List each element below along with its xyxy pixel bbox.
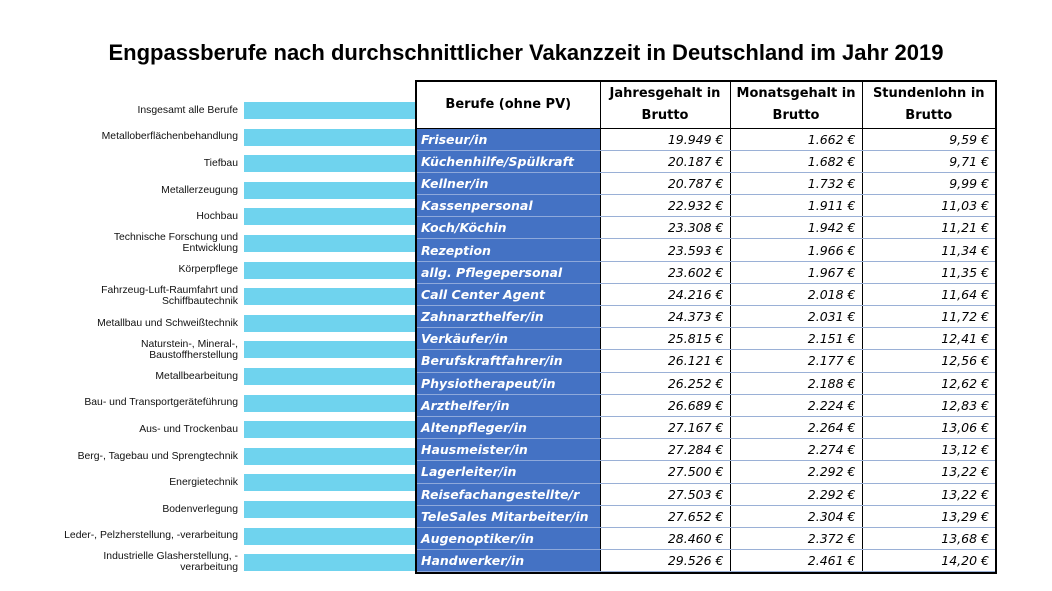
- job-title-cell: allg. Pflegepersonal: [417, 261, 600, 283]
- chart-category-row: [60, 283, 420, 310]
- job-title-cell: Kellner/in: [417, 172, 600, 194]
- monthly-salary-cell: 1.732 €: [730, 172, 862, 194]
- monthly-salary-cell: 2.304 €: [730, 505, 862, 527]
- monthly-salary-cell: 2.031 €: [730, 306, 862, 328]
- chart-category-row: [60, 203, 420, 230]
- job-title-cell: Lagerleiter/in: [417, 461, 600, 483]
- hourly-wage-cell: 11,64 €: [862, 283, 995, 305]
- table-row: [417, 128, 995, 150]
- background-bar-chart: [60, 97, 420, 577]
- hourly-wage-cell: 13,12 €: [862, 439, 995, 461]
- job-title-cell: Hausmeister/in: [417, 439, 600, 461]
- hourly-wage-cell: 12,62 €: [862, 372, 995, 394]
- annual-salary-cell: 23.308 €: [600, 217, 730, 239]
- category-label: Körperpflege: [178, 264, 238, 276]
- hourly-wage-cell: 11,03 €: [862, 195, 995, 217]
- hourly-wage-cell: 13,68 €: [862, 527, 995, 549]
- annual-salary-cell: 24.216 €: [600, 283, 730, 305]
- annual-salary-cell: 27.167 €: [600, 416, 730, 438]
- chart-category-row: [60, 310, 420, 337]
- monthly-salary-cell: 2.018 €: [730, 283, 862, 305]
- monthly-salary-cell: 1.967 €: [730, 261, 862, 283]
- category-label: Hochbau: [196, 211, 238, 223]
- monthly-salary-cell: 1.662 €: [730, 128, 862, 150]
- table-row: [417, 239, 995, 261]
- hourly-wage-cell: 9,59 €: [862, 128, 995, 150]
- monthly-salary-cell: 2.274 €: [730, 439, 862, 461]
- job-title-cell: Zahnarzthelfer/in: [417, 306, 600, 328]
- column-header-beruf: Berufe (ohne PV): [417, 82, 600, 128]
- table-row: [417, 172, 995, 194]
- table-header-row: [417, 82, 995, 128]
- chart-category-row: [60, 496, 420, 523]
- chart-category-row: [60, 177, 420, 204]
- annual-salary-cell: 24.373 €: [600, 306, 730, 328]
- category-label: Metalloberflächenbehandlung: [101, 131, 238, 143]
- annual-salary-cell: 29.526 €: [600, 550, 730, 572]
- annual-salary-cell: 25.815 €: [600, 328, 730, 350]
- annual-salary-cell: 27.500 €: [600, 461, 730, 483]
- monthly-salary-cell: 2.461 €: [730, 550, 862, 572]
- monthly-salary-cell: 2.372 €: [730, 527, 862, 549]
- hourly-wage-cell: 11,35 €: [862, 261, 995, 283]
- annual-salary-cell: 22.932 €: [600, 195, 730, 217]
- job-title-cell: Physiotherapeut/in: [417, 372, 600, 394]
- chart-category-row: [60, 363, 420, 390]
- table-row: [417, 261, 995, 283]
- job-title-cell: Berufskraftfahrer/in: [417, 350, 600, 372]
- hourly-wage-cell: 11,72 €: [862, 306, 995, 328]
- table-row: [417, 283, 995, 305]
- hourly-wage-cell: 11,34 €: [862, 239, 995, 261]
- column-header-jahresgehalt: Jahresgehalt in Brutto: [600, 82, 730, 128]
- job-title-cell: Arzthelfer/in: [417, 394, 600, 416]
- annual-salary-cell: 23.602 €: [600, 261, 730, 283]
- monthly-salary-cell: 2.292 €: [730, 483, 862, 505]
- category-label: Berg-, Tagebau und Sprengtechnik: [77, 450, 238, 462]
- chart-category-row: [60, 469, 420, 496]
- category-label: Insgesamt alle Berufe: [137, 104, 238, 116]
- category-label: Tiefbau: [203, 157, 238, 169]
- job-title-cell: Rezeption: [417, 239, 600, 261]
- job-title-cell: Verkäufer/in: [417, 328, 600, 350]
- category-label: Bau- und Transportgeräteführung: [84, 397, 238, 409]
- table-row: [417, 461, 995, 483]
- monthly-salary-cell: 1.942 €: [730, 217, 862, 239]
- chart-category-row: [60, 257, 420, 284]
- annual-salary-cell: 26.121 €: [600, 350, 730, 372]
- job-title-cell: Koch/Köchin: [417, 217, 600, 239]
- job-title-cell: Call Center Agent: [417, 283, 600, 305]
- annual-salary-cell: 26.689 €: [600, 394, 730, 416]
- monthly-salary-cell: 2.151 €: [730, 328, 862, 350]
- page-title: Engpassberufe nach durchschnittlicher Vakanzzeit in Deutschland im Jahr 2019: [108, 40, 944, 65]
- monthly-salary-cell: 1.682 €: [730, 150, 862, 172]
- category-label: Metallerzeugung: [161, 184, 238, 196]
- hourly-wage-cell: 11,21 €: [862, 217, 995, 239]
- chart-category-row: [60, 443, 420, 470]
- table-row: [417, 483, 995, 505]
- category-label: Metallbau und Schweißtechnik: [97, 317, 238, 329]
- table-row: [417, 217, 995, 239]
- job-title-cell: Augenoptiker/in: [417, 527, 600, 549]
- category-label: Aus- und Trockenbau: [139, 423, 238, 435]
- table-row: [417, 150, 995, 172]
- job-title-cell: Altenpfleger/in: [417, 416, 600, 438]
- annual-salary-cell: 27.652 €: [600, 505, 730, 527]
- category-label: Energietechnik: [169, 477, 238, 489]
- hourly-wage-cell: 14,20 €: [862, 550, 995, 572]
- job-title-cell: Handwerker/in: [417, 550, 600, 572]
- chart-category-row: [60, 549, 420, 576]
- job-title-cell: TeleSales Mitarbeiter/in: [417, 505, 600, 527]
- monthly-salary-cell: 2.177 €: [730, 350, 862, 372]
- table-row: [417, 195, 995, 217]
- annual-salary-cell: 28.460 €: [600, 527, 730, 549]
- chart-category-row: [60, 416, 420, 443]
- chart-category-row: [60, 150, 420, 177]
- table-row: [417, 550, 995, 572]
- category-label: Fahrzeug-Luft-Raumfahrt und Schiffbautechnik: [101, 285, 238, 308]
- annual-salary-cell: 27.503 €: [600, 483, 730, 505]
- hourly-wage-cell: 13,22 €: [862, 461, 995, 483]
- table-row: [417, 527, 995, 549]
- table-row: [417, 416, 995, 438]
- table-row: [417, 439, 995, 461]
- monthly-salary-cell: 2.292 €: [730, 461, 862, 483]
- column-header-monatsgehalt: Monatsgehalt in Brutto: [730, 82, 862, 128]
- hourly-wage-cell: 12,56 €: [862, 350, 995, 372]
- chart-category-row: [60, 124, 420, 151]
- annual-salary-cell: 26.252 €: [600, 372, 730, 394]
- category-label: Naturstein-, Mineral-, Baustoffherstellung: [140, 338, 238, 361]
- job-title-cell: Reisefachangestellte/r: [417, 483, 600, 505]
- chart-category-row: [60, 230, 420, 257]
- hourly-wage-cell: 12,83 €: [862, 394, 995, 416]
- chart-category-row: [60, 97, 420, 124]
- monthly-salary-cell: 1.911 €: [730, 195, 862, 217]
- job-title-cell: Küchenhilfe/Spülkraft: [417, 150, 600, 172]
- category-label: Metallbearbeitung: [155, 370, 238, 382]
- hourly-wage-cell: 9,99 €: [862, 172, 995, 194]
- hourly-wage-cell: 13,22 €: [862, 483, 995, 505]
- chart-category-row: [60, 336, 420, 363]
- monthly-salary-cell: 2.264 €: [730, 416, 862, 438]
- hourly-wage-cell: 13,29 €: [862, 505, 995, 527]
- table-row: [417, 394, 995, 416]
- hourly-wage-cell: 9,71 €: [862, 150, 995, 172]
- table-row: [417, 505, 995, 527]
- chart-category-row: [60, 390, 420, 417]
- table-row: [417, 328, 995, 350]
- monthly-salary-cell: 2.188 €: [730, 372, 862, 394]
- annual-salary-cell: 20.787 €: [600, 172, 730, 194]
- category-label: Leder-, Pelzherstellung, -verarbeitung: [64, 530, 238, 542]
- annual-salary-cell: 27.284 €: [600, 439, 730, 461]
- job-title-cell: Kassenpersonal: [417, 195, 600, 217]
- annual-salary-cell: 19.949 €: [600, 128, 730, 150]
- category-label: Technische Forschung und Entwicklung: [113, 232, 238, 255]
- job-title-cell: Friseur/in: [417, 128, 600, 150]
- table-row: [417, 306, 995, 328]
- table-row: [417, 350, 995, 372]
- salary-table: [415, 80, 997, 574]
- monthly-salary-cell: 2.224 €: [730, 394, 862, 416]
- hourly-wage-cell: 13,06 €: [862, 416, 995, 438]
- chart-category-row: [60, 523, 420, 550]
- monthly-salary-cell: 1.966 €: [730, 239, 862, 261]
- hourly-wage-cell: 12,41 €: [862, 328, 995, 350]
- column-header-stundenlohn: Stundenlohn in Brutto: [862, 82, 995, 128]
- annual-salary-cell: 23.593 €: [600, 239, 730, 261]
- category-label: Industrielle Glasherstellung, -verarbeitung: [103, 551, 238, 574]
- annual-salary-cell: 20.187 €: [600, 150, 730, 172]
- table-row: [417, 372, 995, 394]
- category-label: Bodenverlegung: [162, 503, 238, 515]
